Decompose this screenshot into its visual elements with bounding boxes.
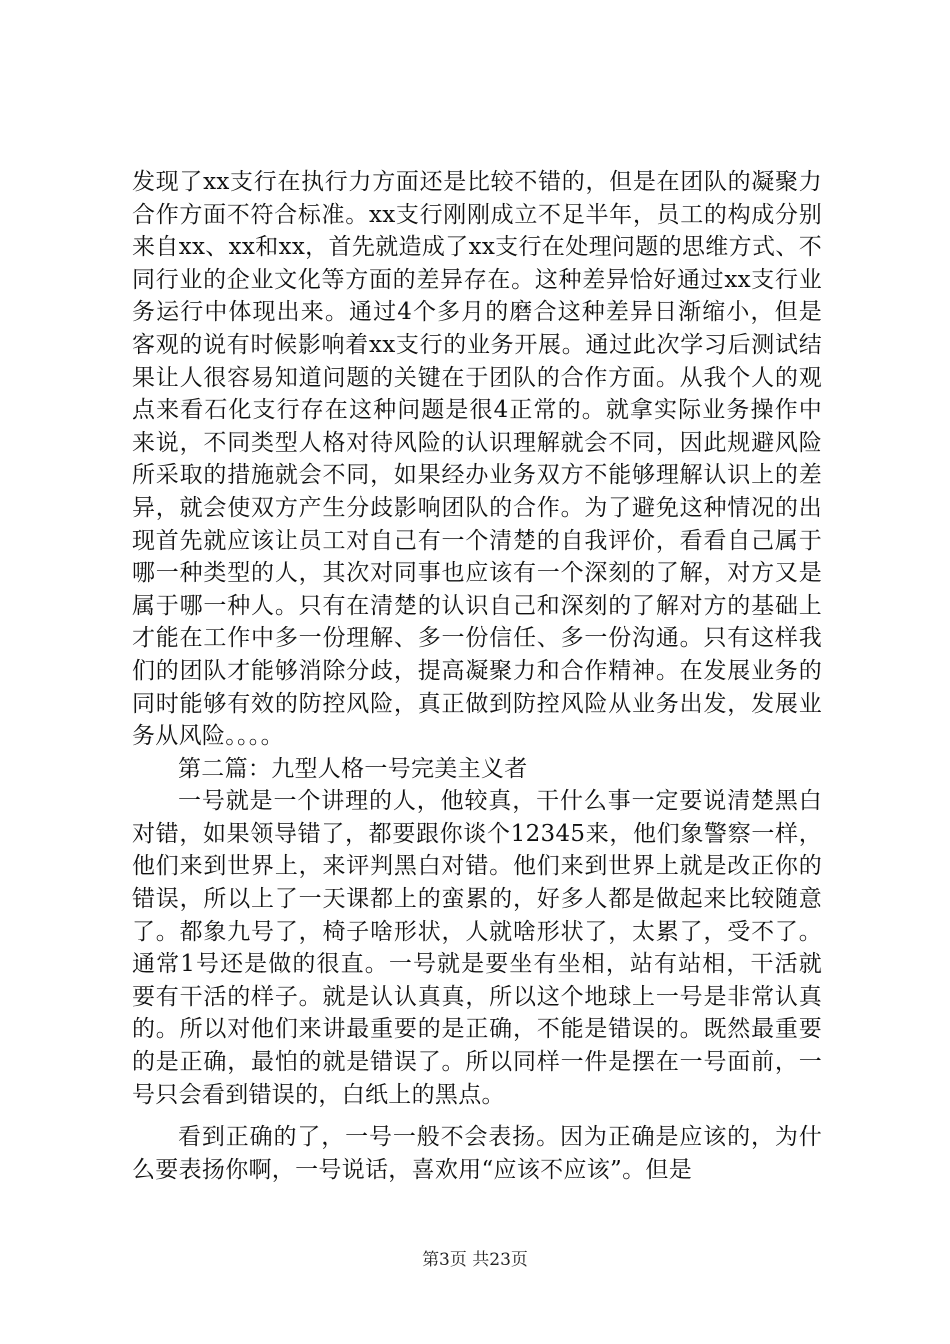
page-footer: 第3页 共23页 bbox=[422, 1250, 528, 1270]
paragraph: 一号就是一个讲理的人，他较真，干什么事一定要说清楚黑白对错，如果领导错了，都要跟你谈个12345来，他们象警察一样，他们来到世界上，来评判黑白对错。他们来到世界上就是改正你的错误，所以上了一天课都上的蛮累的，好多人都是做起来比较随意了。都象九号了，椅子啥形状，人就啥形状了，太累了，受不了。通常1号还是做的很直。一号就是要坐有坐相，站有站相，干活就要有干活的样子。就是认认真真，所以这个地球上一号是非常认真的。所以对他们来讲最重要的是正确，不能是错误的。既然最重要的是正确，最怕的就是错误了。所以同样一件是摆在一号面前，一号只会看到错误的，白纸上的黑点。 bbox=[132, 788, 822, 1108]
paragraph: 看到正确的了，一号一般不会表扬。因为正确是应该的，为什么要表扬你啊，一号说话，喜欢用“应该不应该”。但是 bbox=[132, 1124, 822, 1183]
section-heading: 第二篇：九型人格一号完美主义者 bbox=[178, 755, 528, 782]
document-body bbox=[132, 166, 822, 1186]
paragraph-continued: 发现了xx支行在执行力方面还是比较不错的，但是在团队的凝聚力合作方面不符合标准。xx支行刚刚成立不足半年，员工的构成分别来自xx、xx和xx，首先就造成了xx支行在处理问题的思维方式、不同行业的企业文化等方面的差异存在。这种差异恰好通过xx支行业务运行中体现出来。通过4个多月的磨合这种差异日渐缩小，但是客观的说有时候影响着xx支行的业务开展。通过此次学习后测试结果让人很容易知道问题的关键在于团队的合作方面。从我个人的观点来看石化支行存在这种问题是很4正常的。就拿实际业务操作中来说，不同类型人格对待风险的认识理解就会不同，因此规避风险所采取的措施就会不同，如果经办业务双方不能够理解认识上的差异，就会使双方产生分歧影响团队的合作。为了避免这种情况的出现首先就应该让员工对自己有一个清楚的自我评价，看看自己属于哪一种类型的人，其次对同事也应该有一个深刻的了解，对方又是属于哪一种人。只有在清楚的认识自己和深刻的了解对方的基础上才能在工作中多一份理解、多一份信任、多一份沟通。只有这样我们的团队才能够消除分歧，提高凝聚力和合作精神。在发展业务的同时能够有效的防控风险，真正做到防控风险从业务出发，发展业务从风险。。。。 bbox=[132, 169, 822, 750]
